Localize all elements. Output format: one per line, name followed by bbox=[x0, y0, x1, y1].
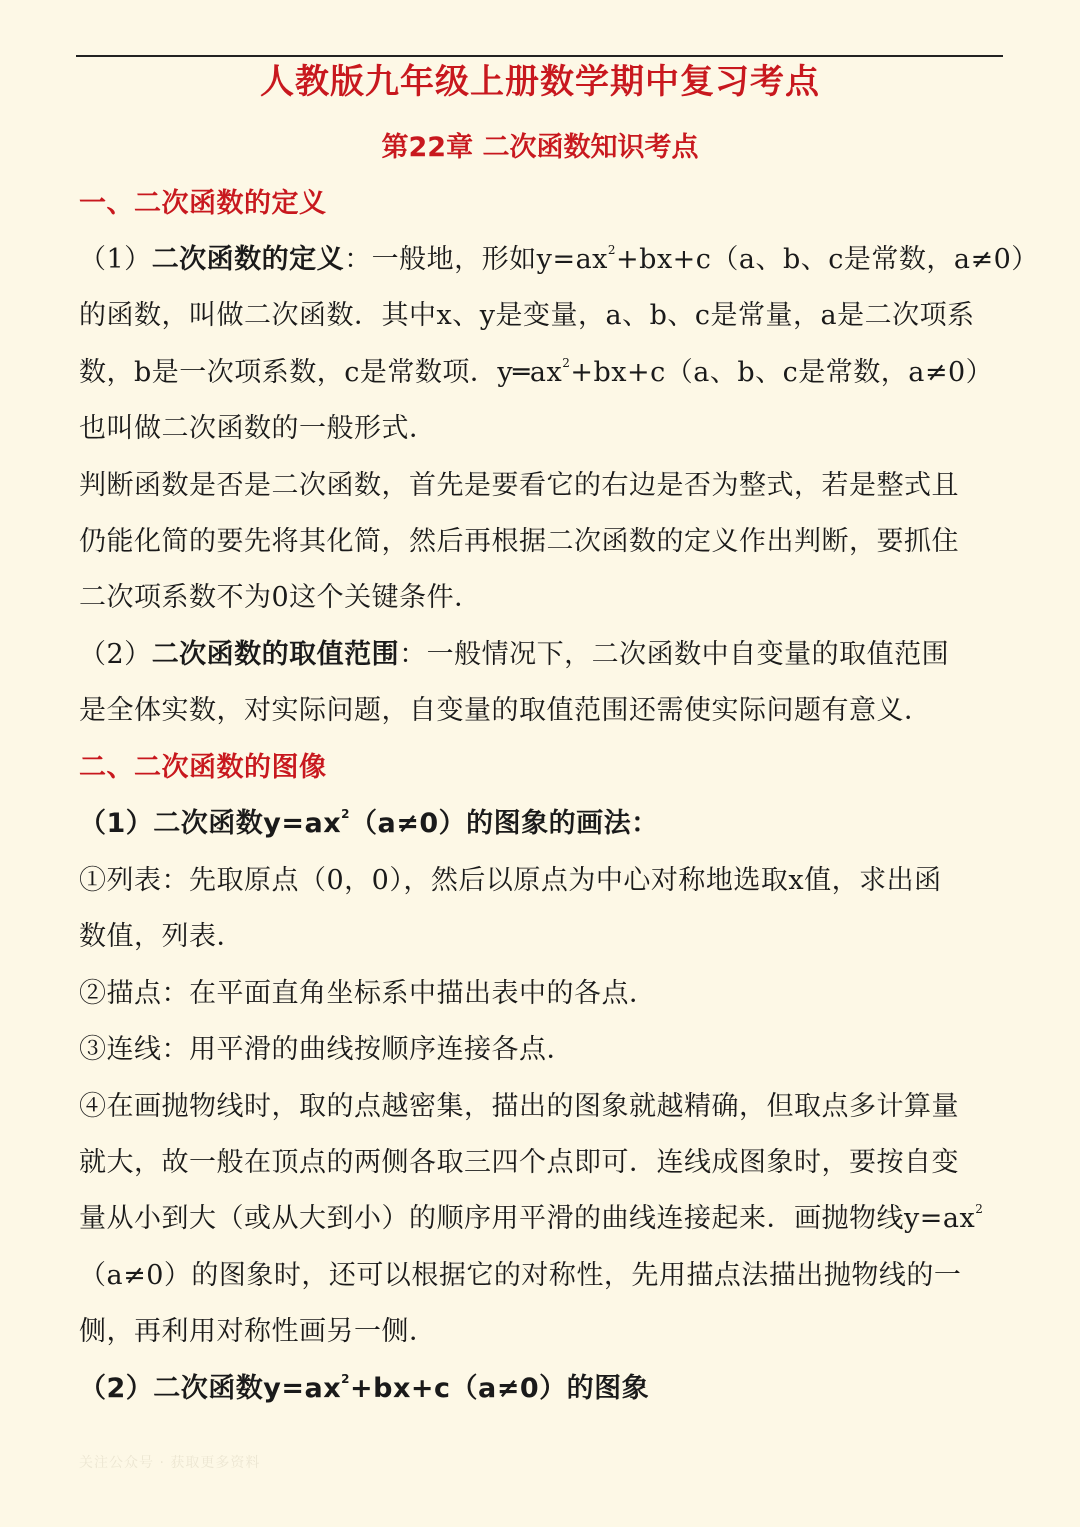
section-2-heading: 二、二次函数的图像 bbox=[79, 752, 327, 783]
s2-sub2a: （2）二次函数y=ax bbox=[79, 1373, 342, 1404]
s1-line9: 是全体实数，对实际问题，自变量的取值范围还需使实际问题有意义． bbox=[79, 695, 932, 726]
s1-p2-term: 二次函数的取值范围 bbox=[151, 639, 400, 670]
watermark: 关注公众号 · 获取更多资料 bbox=[79, 1455, 261, 1471]
top-rule bbox=[76, 55, 1003, 57]
s2-sub2-sup: 2 bbox=[341, 1372, 351, 1386]
page-title: 人教版九年级上册数学期中复习考点 bbox=[260, 62, 820, 102]
s2-item1-line2: 数值，列表． bbox=[79, 921, 244, 952]
s2-sub1-sup: 2 bbox=[341, 807, 351, 821]
s2-item3: ③连线：用平滑的曲线按顺序连接各点． bbox=[79, 1034, 574, 1065]
s2-item4-line3-text: 量从小到大（或从大到小）的顺序用平滑的曲线连接起来．画抛物线y=ax bbox=[79, 1203, 976, 1234]
s1-p2-text: ：一般情况下，二次函数中自变量的取值范围 bbox=[399, 639, 950, 670]
s2-sub2-heading bbox=[79, 1369, 1009, 1409]
s2-item2: ②描点：在平面直角坐标系中描出表中的各点． bbox=[79, 978, 657, 1009]
s1-line5: 判断函数是否是二次函数，首先是要看它的右边是否为整式，若是整式且 bbox=[79, 470, 959, 501]
s1-line7: 二次项系数不为0这个关键条件． bbox=[79, 582, 482, 613]
s2-sub1b: （a≠0）的图象的画法： bbox=[350, 808, 659, 839]
s2-item4-line1: ④在画抛物线时，取的点越密集，描出的图象就越精确，但取点多计算量 bbox=[79, 1091, 959, 1122]
s1-p1-text: ：一般地，形如y=ax bbox=[344, 244, 608, 275]
s1-p2-line1 bbox=[79, 635, 1009, 675]
s2-sub2b: +bx+c（a≠0）的图象 bbox=[350, 1373, 650, 1404]
s1-line6: 仍能化简的要先将其化简，然后再根据二次函数的定义作出判断，要抓住 bbox=[79, 526, 959, 557]
s2-sub1-heading bbox=[79, 804, 1009, 844]
s2-item4-line2: 就大，故一般在顶点的两侧各取三四个点即可．连线成图象时，要按自变 bbox=[79, 1147, 959, 1178]
s2-item4-line4: （a≠0）的图象时，还可以根据它的对称性，先用描点法描出抛物线的一 bbox=[79, 1260, 962, 1291]
s2-item1-line1: ①列表：先取原点（0，0），然后以原点为中心对称地选取x值，求出函 bbox=[79, 865, 942, 896]
s1-p1-text2: +bx+c（a、b、c是常数，a≠0） bbox=[616, 244, 1039, 275]
section-1-heading: 一、二次函数的定义 bbox=[79, 188, 327, 219]
s1-line2: 的函数，叫做二次函数．其中x、y是变量，a、b、c是常量，a是二次项系 bbox=[79, 300, 975, 331]
s1-line3a: 数，b是一次项系数，c是常数项．y═ax bbox=[79, 357, 563, 388]
s1-p1-sup: 2 bbox=[607, 243, 617, 257]
s2-item4-line3 bbox=[79, 1199, 1009, 1239]
s1-line3 bbox=[79, 353, 1009, 393]
s1-line3b: +bx+c（a、b、c是常数，a≠0） bbox=[570, 357, 994, 388]
s2-item4-line5: 侧，再利用对称性画另一侧． bbox=[79, 1316, 437, 1347]
s1-line4: 也叫做二次函数的一般形式． bbox=[79, 413, 437, 444]
s2-item4-line3-sup: 2 bbox=[975, 1202, 984, 1216]
s1-line3-sup: 2 bbox=[562, 356, 571, 370]
s1-p1-line1 bbox=[79, 240, 1039, 280]
chapter-heading: 第22章 二次函数知识考点 bbox=[381, 132, 699, 163]
s2-sub1a: （1）二次函数y=ax bbox=[79, 808, 342, 839]
s1-p2-prefix: （2） bbox=[79, 639, 152, 670]
s1-p1-term: 二次函数的定义 bbox=[151, 244, 345, 275]
s1-p1-prefix: （1） bbox=[79, 244, 152, 275]
